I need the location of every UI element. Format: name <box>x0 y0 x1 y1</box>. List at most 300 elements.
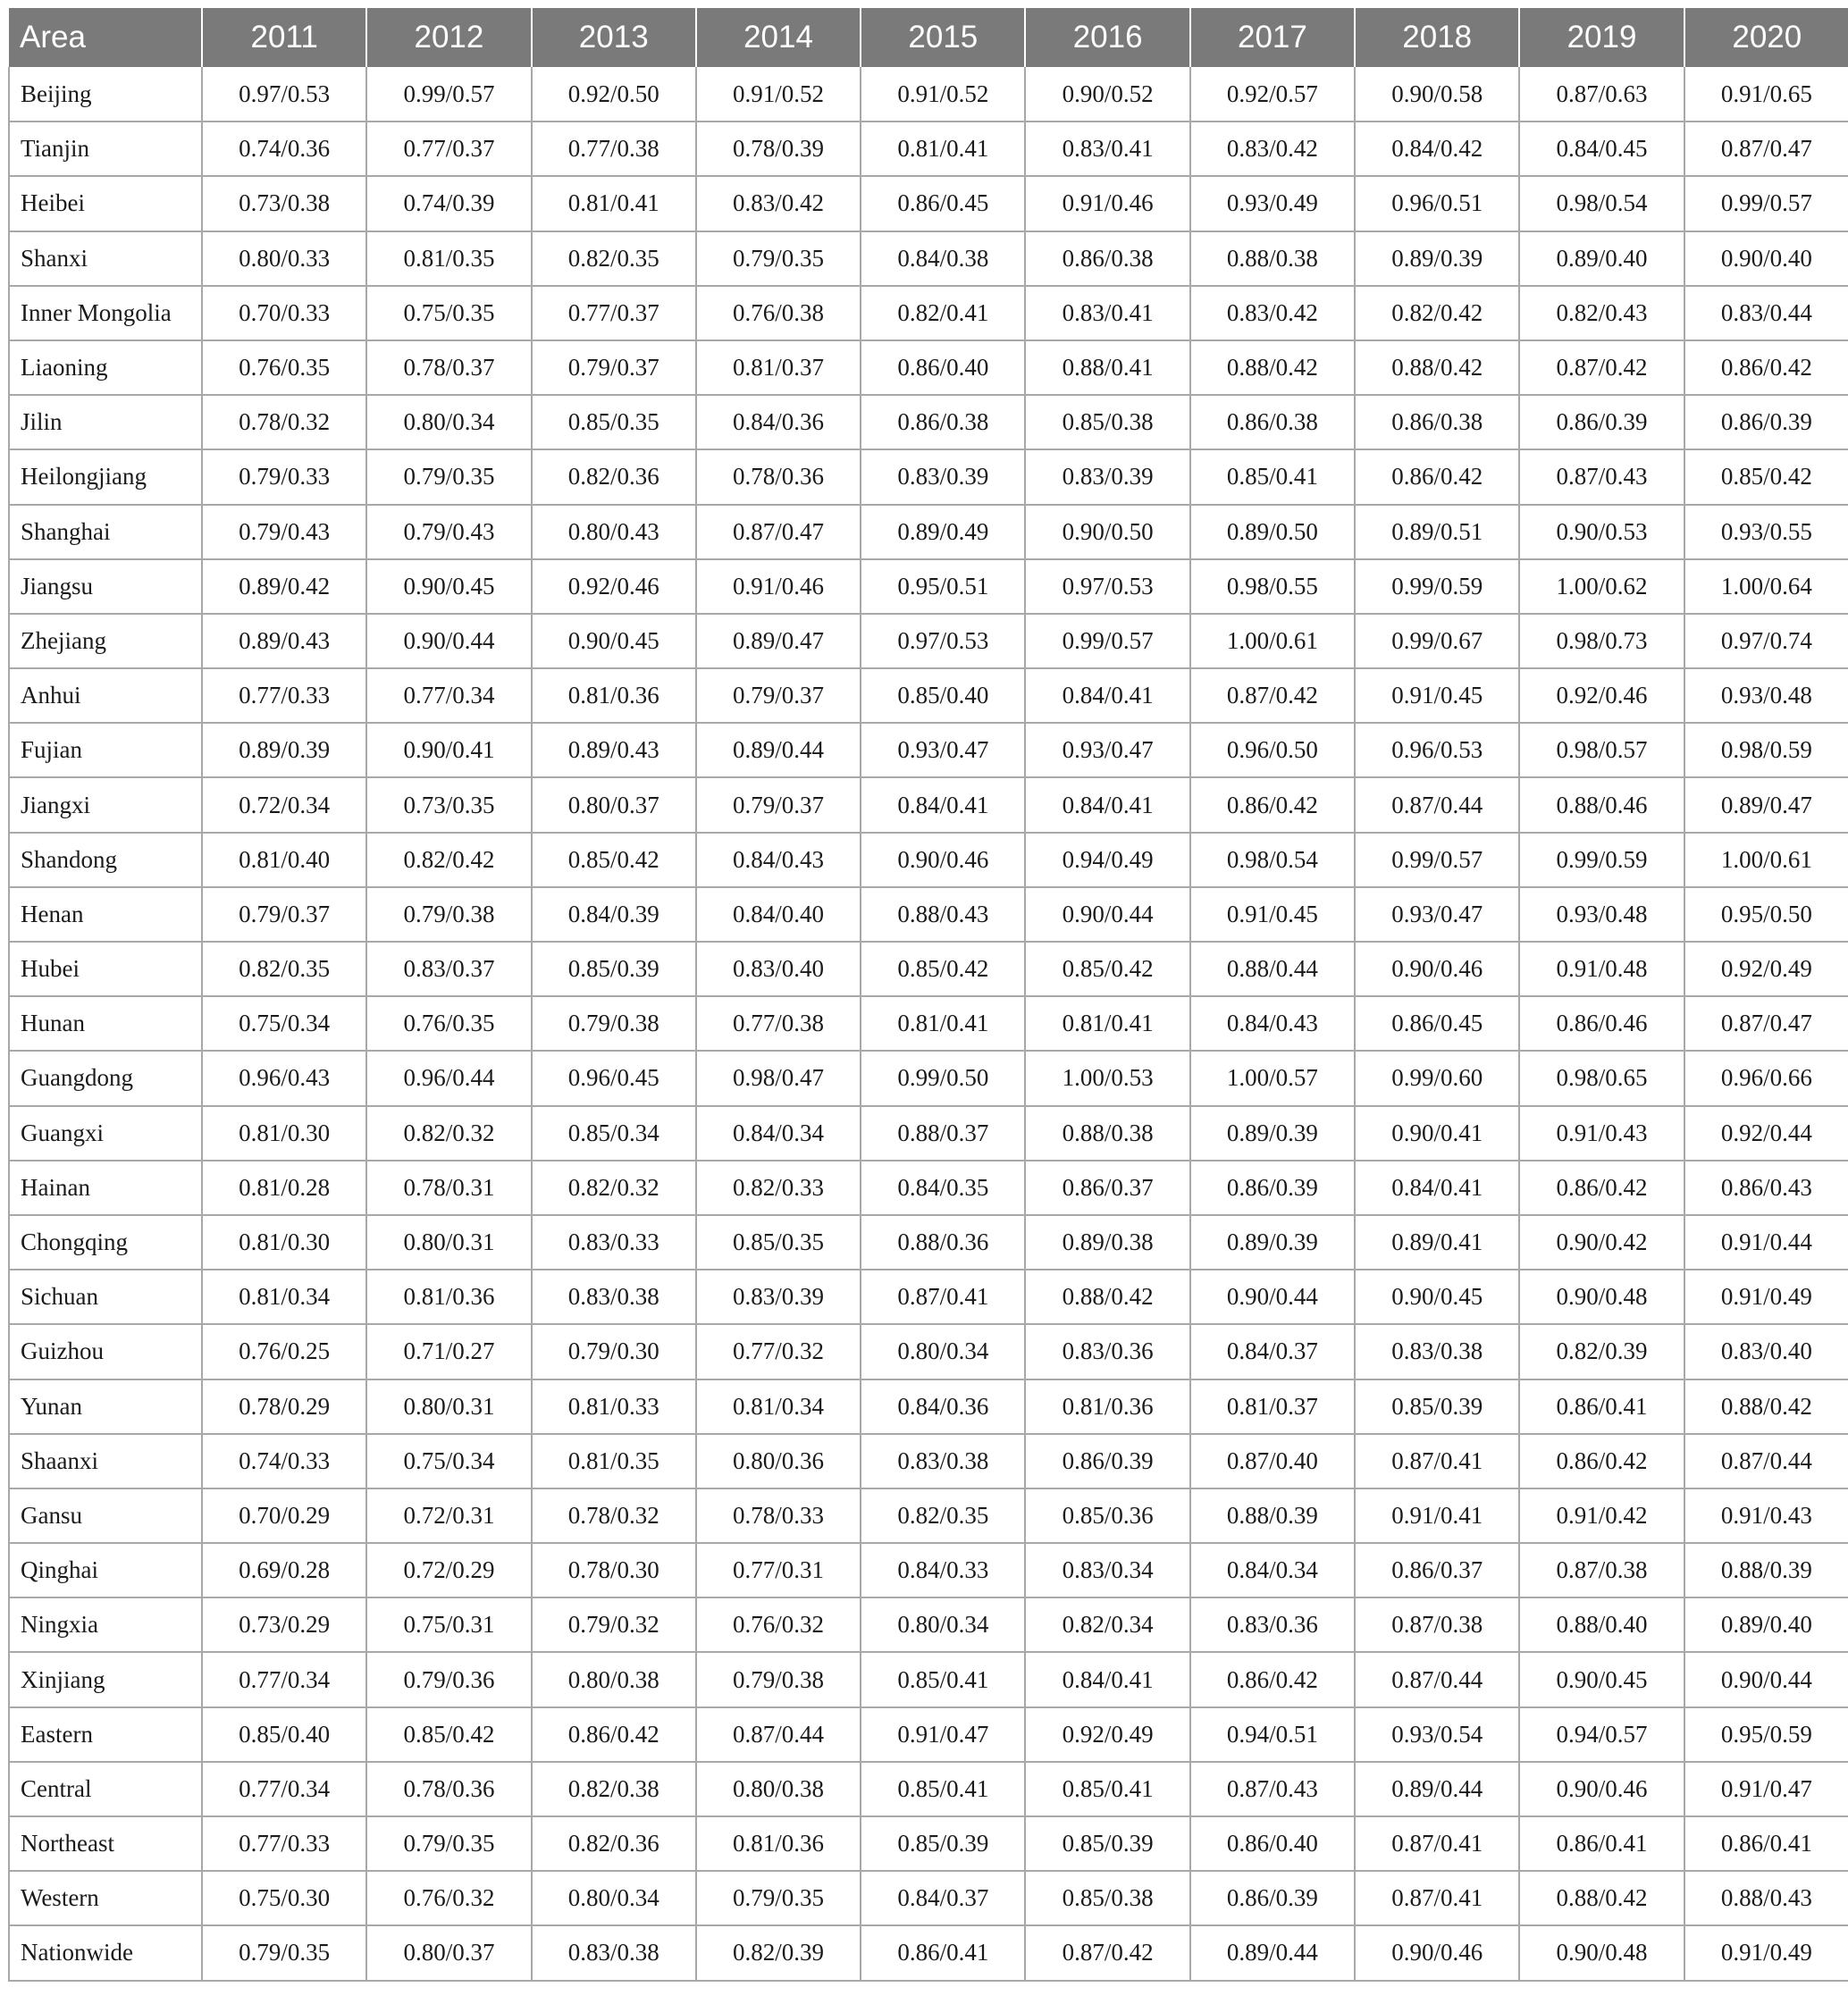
value-cell: 0.92/0.46 <box>532 559 696 614</box>
value-cell: 0.78/0.33 <box>696 1488 861 1543</box>
value-cell: 0.89/0.44 <box>1190 1925 1355 1980</box>
value-cell: 0.79/0.35 <box>366 449 531 504</box>
value-cell: 0.79/0.35 <box>202 1925 366 1980</box>
value-cell: 0.86/0.40 <box>861 340 1025 395</box>
header-row <box>9 8 1848 67</box>
value-cell: 0.98/0.59 <box>1684 723 1848 777</box>
value-cell: 0.85/0.38 <box>1025 395 1189 449</box>
value-cell: 0.89/0.44 <box>1355 1762 1519 1816</box>
area-cell: Zhejiang <box>9 614 202 668</box>
value-cell: 0.89/0.39 <box>1190 1215 1355 1270</box>
table-row <box>9 449 1848 504</box>
value-cell: 0.81/0.30 <box>202 1106 366 1161</box>
value-cell: 0.97/0.53 <box>861 614 1025 668</box>
area-cell: Henan <box>9 887 202 942</box>
value-cell: 0.69/0.28 <box>202 1543 366 1597</box>
value-cell: 0.78/0.31 <box>366 1161 531 1215</box>
value-cell: 1.00/0.53 <box>1025 1051 1189 1105</box>
value-cell: 0.90/0.45 <box>366 559 531 614</box>
value-cell: 0.81/0.37 <box>1190 1379 1355 1434</box>
column-header-year: 2013 <box>532 8 696 67</box>
area-cell: Qinghai <box>9 1543 202 1597</box>
value-cell: 0.84/0.41 <box>1025 668 1189 723</box>
value-cell: 0.90/0.46 <box>1355 942 1519 996</box>
value-cell: 0.97/0.74 <box>1684 614 1848 668</box>
value-cell: 0.76/0.25 <box>202 1324 366 1379</box>
value-cell: 0.83/0.42 <box>1190 286 1355 340</box>
area-cell: Guangdong <box>9 1051 202 1105</box>
table-row <box>9 1379 1848 1434</box>
value-cell: 0.71/0.27 <box>366 1324 531 1379</box>
value-cell: 0.82/0.32 <box>532 1161 696 1215</box>
value-cell: 0.83/0.38 <box>1355 1324 1519 1379</box>
value-cell: 0.84/0.37 <box>861 1871 1025 1925</box>
value-cell: 0.89/0.39 <box>202 723 366 777</box>
value-cell: 0.86/0.45 <box>861 176 1025 231</box>
value-cell: 0.83/0.37 <box>366 942 531 996</box>
value-cell: 0.95/0.51 <box>861 559 1025 614</box>
value-cell: 0.85/0.39 <box>861 1816 1025 1871</box>
value-cell: 0.83/0.40 <box>696 942 861 996</box>
value-cell: 0.85/0.35 <box>696 1215 861 1270</box>
column-header-year: 2012 <box>366 8 531 67</box>
area-cell: Sichuan <box>9 1270 202 1324</box>
value-cell: 0.83/0.41 <box>1025 122 1189 176</box>
value-cell: 0.93/0.48 <box>1684 668 1848 723</box>
value-cell: 0.93/0.54 <box>1355 1707 1519 1762</box>
value-cell: 0.82/0.35 <box>202 942 366 996</box>
value-cell: 0.82/0.35 <box>861 1488 1025 1543</box>
area-cell: Heibei <box>9 176 202 231</box>
value-cell: 0.87/0.63 <box>1519 67 1684 122</box>
value-cell: 0.89/0.43 <box>202 614 366 668</box>
value-cell: 0.79/0.30 <box>532 1324 696 1379</box>
value-cell: 0.74/0.39 <box>366 176 531 231</box>
value-cell: 0.87/0.40 <box>1190 1434 1355 1488</box>
value-cell: 0.91/0.42 <box>1519 1488 1684 1543</box>
value-cell: 0.88/0.43 <box>861 887 1025 942</box>
table-row <box>9 1270 1848 1324</box>
area-cell: Western <box>9 1871 202 1925</box>
value-cell: 0.90/0.44 <box>1190 1270 1355 1324</box>
value-cell: 0.94/0.49 <box>1025 833 1189 887</box>
value-cell: 0.80/0.38 <box>696 1762 861 1816</box>
value-cell: 1.00/0.64 <box>1684 559 1848 614</box>
value-cell: 0.82/0.33 <box>696 1161 861 1215</box>
value-cell: 0.81/0.41 <box>1025 996 1189 1051</box>
value-cell: 0.88/0.39 <box>1190 1488 1355 1543</box>
column-header-year: 2019 <box>1519 8 1684 67</box>
value-cell: 0.88/0.38 <box>1025 1106 1189 1161</box>
table-row <box>9 1543 1848 1597</box>
value-cell: 0.84/0.38 <box>861 231 1025 286</box>
value-cell: 0.85/0.36 <box>1025 1488 1189 1543</box>
value-cell: 0.90/0.40 <box>1684 231 1848 286</box>
value-cell: 0.78/0.32 <box>202 395 366 449</box>
value-cell: 0.79/0.32 <box>532 1597 696 1652</box>
column-header-year: 2017 <box>1190 8 1355 67</box>
value-cell: 0.91/0.47 <box>1684 1762 1848 1816</box>
value-cell: 0.86/0.39 <box>1519 395 1684 449</box>
value-cell: 0.99/0.59 <box>1519 833 1684 887</box>
value-cell: 0.99/0.67 <box>1355 614 1519 668</box>
value-cell: 0.82/0.38 <box>532 1762 696 1816</box>
column-header-year: 2020 <box>1684 8 1848 67</box>
value-cell: 0.99/0.60 <box>1355 1051 1519 1105</box>
table-row <box>9 1597 1848 1652</box>
value-cell: 0.86/0.43 <box>1684 1161 1848 1215</box>
table-row <box>9 723 1848 777</box>
value-cell: 0.86/0.42 <box>532 1707 696 1762</box>
value-cell: 0.87/0.41 <box>861 1270 1025 1324</box>
value-cell: 0.85/0.38 <box>1025 1871 1189 1925</box>
value-cell: 0.91/0.43 <box>1684 1488 1848 1543</box>
value-cell: 0.81/0.28 <box>202 1161 366 1215</box>
area-cell: Shanxi <box>9 231 202 286</box>
value-cell: 0.86/0.41 <box>861 1925 1025 1980</box>
value-cell: 0.73/0.38 <box>202 176 366 231</box>
value-cell: 0.83/0.44 <box>1684 286 1848 340</box>
value-cell: 0.94/0.51 <box>1190 1707 1355 1762</box>
area-cell: Central <box>9 1762 202 1816</box>
value-cell: 0.88/0.42 <box>1190 340 1355 395</box>
value-cell: 0.85/0.35 <box>532 395 696 449</box>
value-cell: 0.86/0.37 <box>1025 1161 1189 1215</box>
value-cell: 0.79/0.43 <box>366 505 531 559</box>
value-cell: 0.84/0.45 <box>1519 122 1684 176</box>
value-cell: 0.90/0.50 <box>1025 505 1189 559</box>
area-cell: Hubei <box>9 942 202 996</box>
value-cell: 0.85/0.42 <box>532 833 696 887</box>
area-cell: Yunan <box>9 1379 202 1434</box>
value-cell: 0.78/0.37 <box>366 340 531 395</box>
value-cell: 0.82/0.39 <box>696 1925 861 1980</box>
area-cell: Anhui <box>9 668 202 723</box>
value-cell: 0.83/0.36 <box>1025 1324 1189 1379</box>
value-cell: 0.82/0.36 <box>532 1816 696 1871</box>
value-cell: 0.91/0.43 <box>1519 1106 1684 1161</box>
table-row <box>9 942 1848 996</box>
area-cell: Fujian <box>9 723 202 777</box>
table-row <box>9 996 1848 1051</box>
value-cell: 0.87/0.47 <box>1684 996 1848 1051</box>
value-cell: 0.78/0.30 <box>532 1543 696 1597</box>
value-cell: 0.96/0.45 <box>532 1051 696 1105</box>
value-cell: 0.79/0.38 <box>696 1652 861 1706</box>
value-cell: 0.87/0.42 <box>1519 340 1684 395</box>
value-cell: 0.77/0.33 <box>202 1816 366 1871</box>
value-cell: 0.86/0.38 <box>1025 231 1189 286</box>
value-cell: 0.91/0.41 <box>1355 1488 1519 1543</box>
column-header-year: 2016 <box>1025 8 1189 67</box>
table-row <box>9 1816 1848 1871</box>
value-cell: 0.74/0.33 <box>202 1434 366 1488</box>
value-cell: 0.90/0.42 <box>1519 1215 1684 1270</box>
value-cell: 0.81/0.36 <box>366 1270 531 1324</box>
table-row <box>9 668 1848 723</box>
value-cell: 0.86/0.41 <box>1519 1379 1684 1434</box>
value-cell: 0.80/0.33 <box>202 231 366 286</box>
value-cell: 0.87/0.43 <box>1519 449 1684 504</box>
area-cell: Hainan <box>9 1161 202 1215</box>
value-cell: 0.80/0.34 <box>366 395 531 449</box>
value-cell: 0.96/0.43 <box>202 1051 366 1105</box>
value-cell: 0.83/0.42 <box>696 176 861 231</box>
value-cell: 1.00/0.61 <box>1684 833 1848 887</box>
column-header-area: Area <box>9 8 202 67</box>
value-cell: 0.85/0.40 <box>861 668 1025 723</box>
value-cell: 0.84/0.37 <box>1190 1324 1355 1379</box>
value-cell: 0.86/0.39 <box>1190 1871 1355 1925</box>
value-cell: 0.76/0.32 <box>366 1871 531 1925</box>
value-cell: 0.87/0.44 <box>1355 1652 1519 1706</box>
value-cell: 0.75/0.34 <box>366 1434 531 1488</box>
value-cell: 0.85/0.40 <box>202 1707 366 1762</box>
value-cell: 0.99/0.57 <box>1025 614 1189 668</box>
value-cell: 0.83/0.39 <box>696 1270 861 1324</box>
value-cell: 0.88/0.40 <box>1519 1597 1684 1652</box>
value-cell: 0.89/0.47 <box>1684 777 1848 832</box>
value-cell: 0.85/0.42 <box>1025 942 1189 996</box>
value-cell: 0.89/0.38 <box>1025 1215 1189 1270</box>
value-cell: 0.85/0.42 <box>1684 449 1848 504</box>
value-cell: 0.81/0.35 <box>366 231 531 286</box>
area-cell: Chongqing <box>9 1215 202 1270</box>
value-cell: 0.84/0.39 <box>532 887 696 942</box>
value-cell: 0.90/0.48 <box>1519 1270 1684 1324</box>
value-cell: 0.72/0.29 <box>366 1543 531 1597</box>
value-cell: 0.96/0.66 <box>1684 1051 1848 1105</box>
value-cell: 0.84/0.33 <box>861 1543 1025 1597</box>
value-cell: 0.90/0.44 <box>366 614 531 668</box>
table-row <box>9 1871 1848 1925</box>
value-cell: 0.88/0.42 <box>1025 1270 1189 1324</box>
value-cell: 0.99/0.57 <box>366 67 531 122</box>
table-row <box>9 122 1848 176</box>
table-row <box>9 1652 1848 1706</box>
value-cell: 0.89/0.41 <box>1355 1215 1519 1270</box>
value-cell: 0.81/0.41 <box>861 122 1025 176</box>
value-cell: 0.77/0.34 <box>366 668 531 723</box>
value-cell: 0.80/0.34 <box>861 1324 1025 1379</box>
value-cell: 0.79/0.36 <box>366 1652 531 1706</box>
value-cell: 0.91/0.49 <box>1684 1925 1848 1980</box>
value-cell: 0.93/0.48 <box>1519 887 1684 942</box>
value-cell: 0.82/0.35 <box>532 231 696 286</box>
value-cell: 0.96/0.44 <box>366 1051 531 1105</box>
value-cell: 0.89/0.42 <box>202 559 366 614</box>
value-cell: 1.00/0.61 <box>1190 614 1355 668</box>
value-cell: 0.85/0.41 <box>861 1762 1025 1816</box>
value-cell: 0.87/0.47 <box>696 505 861 559</box>
value-cell: 0.91/0.46 <box>1025 176 1189 231</box>
value-cell: 0.86/0.38 <box>861 395 1025 449</box>
value-cell: 0.80/0.34 <box>861 1597 1025 1652</box>
value-cell: 0.98/0.65 <box>1519 1051 1684 1105</box>
value-cell: 0.99/0.59 <box>1355 559 1519 614</box>
value-cell: 0.80/0.37 <box>366 1925 531 1980</box>
value-cell: 0.88/0.42 <box>1355 340 1519 395</box>
value-cell: 0.75/0.30 <box>202 1871 366 1925</box>
area-cell: Liaoning <box>9 340 202 395</box>
value-cell: 0.92/0.49 <box>1025 1707 1189 1762</box>
value-cell: 0.88/0.46 <box>1519 777 1684 832</box>
value-cell: 0.79/0.33 <box>202 449 366 504</box>
value-cell: 0.82/0.34 <box>1025 1597 1189 1652</box>
value-cell: 0.93/0.47 <box>1025 723 1189 777</box>
value-cell: 0.92/0.44 <box>1684 1106 1848 1161</box>
value-cell: 0.83/0.34 <box>1025 1543 1189 1597</box>
value-cell: 0.82/0.32 <box>366 1106 531 1161</box>
area-cell: Ningxia <box>9 1597 202 1652</box>
value-cell: 0.87/0.42 <box>1190 668 1355 723</box>
value-cell: 0.75/0.34 <box>202 996 366 1051</box>
area-cell: Shandong <box>9 833 202 887</box>
value-cell: 0.83/0.38 <box>532 1925 696 1980</box>
value-cell: 0.77/0.32 <box>696 1324 861 1379</box>
table-row <box>9 1488 1848 1543</box>
value-cell: 0.98/0.54 <box>1519 176 1684 231</box>
value-cell: 0.99/0.57 <box>1684 176 1848 231</box>
value-cell: 0.88/0.42 <box>1519 1871 1684 1925</box>
table-row <box>9 231 1848 286</box>
value-cell: 0.87/0.44 <box>1684 1434 1848 1488</box>
value-cell: 0.91/0.65 <box>1684 67 1848 122</box>
table-row <box>9 614 1848 668</box>
value-cell: 0.89/0.44 <box>696 723 861 777</box>
area-cell: Hunan <box>9 996 202 1051</box>
value-cell: 0.92/0.46 <box>1519 668 1684 723</box>
value-cell: 0.89/0.40 <box>1684 1597 1848 1652</box>
value-cell: 0.70/0.29 <box>202 1488 366 1543</box>
value-cell: 0.87/0.44 <box>696 1707 861 1762</box>
value-cell: 0.89/0.50 <box>1190 505 1355 559</box>
value-cell: 0.77/0.34 <box>202 1762 366 1816</box>
value-cell: 0.77/0.34 <box>202 1652 366 1706</box>
value-cell: 0.90/0.45 <box>1355 1270 1519 1324</box>
table-row <box>9 1161 1848 1215</box>
value-cell: 0.98/0.54 <box>1190 833 1355 887</box>
value-cell: 0.81/0.35 <box>532 1434 696 1488</box>
table-row <box>9 395 1848 449</box>
value-cell: 0.84/0.42 <box>1355 122 1519 176</box>
table-row <box>9 176 1848 231</box>
value-cell: 0.83/0.39 <box>1025 449 1189 504</box>
value-cell: 0.84/0.35 <box>861 1161 1025 1215</box>
value-cell: 0.92/0.49 <box>1684 942 1848 996</box>
value-cell: 0.73/0.29 <box>202 1597 366 1652</box>
value-cell: 0.70/0.33 <box>202 286 366 340</box>
value-cell: 0.84/0.40 <box>696 887 861 942</box>
value-cell: 0.87/0.38 <box>1355 1597 1519 1652</box>
column-header-year: 2018 <box>1355 8 1519 67</box>
value-cell: 0.94/0.57 <box>1519 1707 1684 1762</box>
value-cell: 0.79/0.37 <box>696 777 861 832</box>
value-cell: 0.93/0.55 <box>1684 505 1848 559</box>
value-cell: 0.76/0.35 <box>366 996 531 1051</box>
value-cell: 0.88/0.38 <box>1190 231 1355 286</box>
value-cell: 0.90/0.58 <box>1355 67 1519 122</box>
value-cell: 0.84/0.34 <box>1190 1543 1355 1597</box>
value-cell: 0.84/0.43 <box>696 833 861 887</box>
value-cell: 0.79/0.35 <box>696 231 861 286</box>
value-cell: 0.89/0.40 <box>1519 231 1684 286</box>
value-cell: 0.79/0.43 <box>202 505 366 559</box>
value-cell: 0.93/0.49 <box>1190 176 1355 231</box>
value-cell: 0.91/0.44 <box>1684 1215 1848 1270</box>
value-cell: 0.86/0.37 <box>1355 1543 1519 1597</box>
value-cell: 0.77/0.37 <box>532 286 696 340</box>
value-cell: 0.82/0.39 <box>1519 1324 1684 1379</box>
value-cell: 0.89/0.43 <box>532 723 696 777</box>
value-cell: 0.91/0.45 <box>1190 887 1355 942</box>
value-cell: 0.89/0.39 <box>1190 1106 1355 1161</box>
area-cell: Xinjiang <box>9 1652 202 1706</box>
data-table <box>8 8 1848 1982</box>
value-cell: 0.78/0.36 <box>366 1762 531 1816</box>
value-cell: 0.90/0.48 <box>1519 1925 1684 1980</box>
table-row <box>9 559 1848 614</box>
value-cell: 0.78/0.32 <box>532 1488 696 1543</box>
table-row <box>9 777 1848 832</box>
value-cell: 0.93/0.47 <box>861 723 1025 777</box>
value-cell: 0.80/0.31 <box>366 1215 531 1270</box>
value-cell: 0.78/0.39 <box>696 122 861 176</box>
value-cell: 0.87/0.47 <box>1684 122 1848 176</box>
value-cell: 0.85/0.41 <box>1190 449 1355 504</box>
value-cell: 0.79/0.35 <box>366 1816 531 1871</box>
value-cell: 0.97/0.53 <box>1025 559 1189 614</box>
value-cell: 0.83/0.33 <box>532 1215 696 1270</box>
value-cell: 0.81/0.36 <box>532 668 696 723</box>
value-cell: 0.86/0.42 <box>1190 1652 1355 1706</box>
value-cell: 0.75/0.31 <box>366 1597 531 1652</box>
value-cell: 0.86/0.46 <box>1519 996 1684 1051</box>
value-cell: 0.80/0.43 <box>532 505 696 559</box>
value-cell: 1.00/0.57 <box>1190 1051 1355 1105</box>
value-cell: 0.95/0.50 <box>1684 887 1848 942</box>
column-header-year: 2014 <box>696 8 861 67</box>
value-cell: 0.86/0.38 <box>1355 395 1519 449</box>
value-cell: 0.90/0.41 <box>366 723 531 777</box>
value-cell: 0.83/0.36 <box>1190 1597 1355 1652</box>
value-cell: 0.95/0.59 <box>1684 1707 1848 1762</box>
value-cell: 0.79/0.35 <box>696 1871 861 1925</box>
value-cell: 0.84/0.41 <box>1355 1161 1519 1215</box>
value-cell: 0.98/0.57 <box>1519 723 1684 777</box>
value-cell: 0.81/0.41 <box>532 176 696 231</box>
value-cell: 0.87/0.41 <box>1355 1434 1519 1488</box>
value-cell: 0.88/0.37 <box>861 1106 1025 1161</box>
value-cell: 0.87/0.44 <box>1355 777 1519 832</box>
value-cell: 0.81/0.33 <box>532 1379 696 1434</box>
value-cell: 0.81/0.37 <box>696 340 861 395</box>
value-cell: 0.86/0.39 <box>1190 1161 1355 1215</box>
value-cell: 0.89/0.47 <box>696 614 861 668</box>
area-cell: Heilongjiang <box>9 449 202 504</box>
value-cell: 0.83/0.38 <box>861 1434 1025 1488</box>
value-cell: 0.87/0.42 <box>1025 1925 1189 1980</box>
value-cell: 0.92/0.57 <box>1190 67 1355 122</box>
value-cell: 0.87/0.38 <box>1519 1543 1684 1597</box>
table-row <box>9 505 1848 559</box>
value-cell: 0.81/0.40 <box>202 833 366 887</box>
value-cell: 0.81/0.30 <box>202 1215 366 1270</box>
value-cell: 0.86/0.42 <box>1190 777 1355 832</box>
value-cell: 0.84/0.34 <box>696 1106 861 1161</box>
value-cell: 0.87/0.41 <box>1355 1816 1519 1871</box>
table-header <box>9 8 1848 67</box>
